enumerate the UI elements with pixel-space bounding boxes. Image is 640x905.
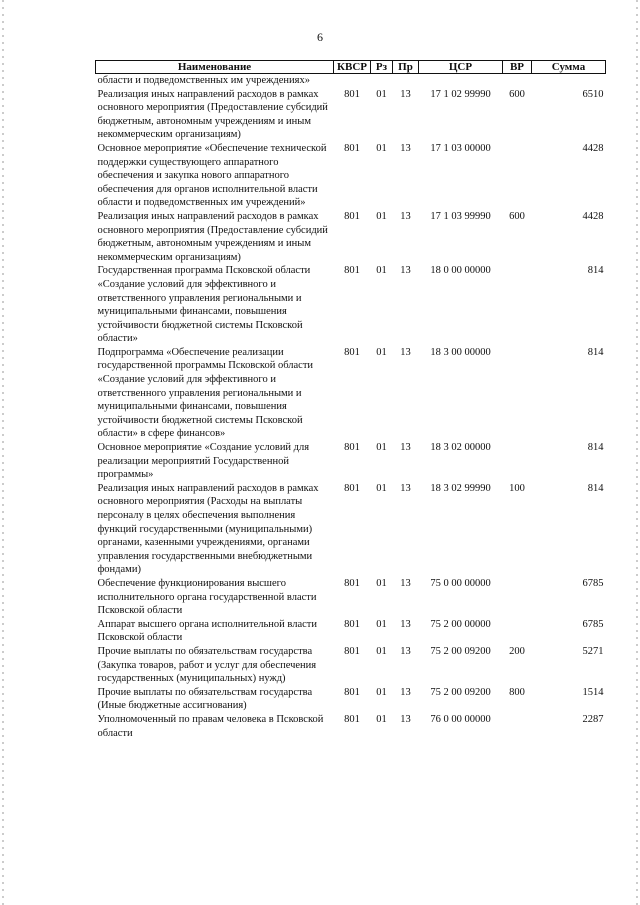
- cell-csr: 75 2 00 00000: [430, 618, 491, 630]
- cell-sum: 814: [587, 346, 604, 358]
- page-number: 6: [317, 30, 323, 44]
- cell-sum: 6785: [582, 577, 604, 589]
- cell-csr: 18 3 02 99990: [430, 482, 491, 494]
- cell-vr: [503, 441, 532, 482]
- cell-rz: 01: [376, 442, 387, 454]
- table-row: [96, 346, 606, 441]
- table-header-row: [96, 61, 606, 74]
- cell-rz: 01: [376, 142, 387, 154]
- cell-csr: 75 2 00 09200: [430, 686, 491, 698]
- cell-rz: 01: [376, 265, 387, 277]
- cell-pr: 13: [400, 482, 411, 494]
- cell-csr: 18 3 00 00000: [430, 346, 491, 358]
- cell-vr: 600: [509, 210, 525, 222]
- cell-sum: 5271: [582, 645, 604, 657]
- cell-kvsr: 801: [344, 442, 360, 454]
- cell-kvsr: 801: [344, 577, 360, 589]
- table-row: [96, 88, 606, 142]
- header-sum: Сумма: [532, 61, 606, 74]
- cell-name: Реализация иных направлений расходов в рамках основного мероприятия (Предоставление субсидий бюджетным, автономным учреждениям и иным некоммерческим организациям): [97, 88, 328, 141]
- cell-sum: 4428: [582, 142, 604, 154]
- cell-pr: 13: [400, 686, 411, 698]
- cell-rz: 01: [376, 577, 387, 589]
- cell-pr: [393, 74, 419, 88]
- left-scan-edge: [2, 0, 4, 905]
- header-vr: ВР: [503, 61, 532, 74]
- cell-vr: 200: [509, 645, 525, 657]
- right-scan-edge: [636, 0, 638, 905]
- cell-pr: 13: [400, 142, 411, 154]
- cell-csr: 18 0 00 00000: [430, 265, 491, 277]
- cell-kvsr: 801: [344, 265, 360, 277]
- header-rz: Рз: [371, 61, 393, 74]
- table-row: [96, 713, 606, 740]
- cell-pr: 13: [400, 618, 411, 630]
- cell-rz: 01: [376, 618, 387, 630]
- cell-name: Основное мероприятие «Обеспечение технической поддержки существующего аппаратного обеспечения и закупка нового аппаратного обеспечения для органов исполнительной власти области и подведомственных им учреждений»: [97, 142, 327, 209]
- cell-csr: 17 1 03 00000: [430, 142, 491, 154]
- cell-vr: [503, 74, 532, 88]
- cell-name: Реализация иных направлений расходов в рамках основного мероприятия (Расходы на выплаты персоналу в целях обеспечения выполнения функций государственными (муниципальными) органами, казенными учреждениями, органами управления государственными внебюджетными фондами): [97, 482, 319, 576]
- cell-rz: 01: [376, 346, 387, 358]
- cell-csr: 17 1 03 99990: [430, 210, 491, 222]
- cell-pr: 13: [400, 645, 411, 657]
- table-row: [96, 74, 606, 88]
- cell-pr: 13: [400, 265, 411, 277]
- cell-rz: 01: [376, 482, 387, 494]
- cell-sum: 814: [587, 265, 604, 277]
- table-row: [96, 482, 606, 577]
- cell-vr: 600: [509, 88, 525, 100]
- cell-name: области и подведомственных им учреждениях»: [97, 75, 310, 86]
- cell-kvsr: 801: [344, 618, 360, 630]
- header-name: Наименование: [96, 61, 334, 74]
- header-pr: Пр: [393, 61, 419, 74]
- cell-vr: 100: [509, 482, 525, 494]
- cell-csr: 18 3 02 00000: [430, 442, 491, 454]
- cell-vr: 800: [509, 686, 525, 698]
- cell-sum: 4428: [582, 210, 604, 222]
- table-row: [96, 618, 606, 645]
- cell-rz: 01: [376, 645, 387, 657]
- cell-kvsr: 801: [344, 645, 360, 657]
- cell-sum: [532, 74, 606, 88]
- cell-csr: 75 0 00 00000: [430, 577, 491, 589]
- table-row: [96, 264, 606, 346]
- cell-sum: 1514: [582, 686, 604, 698]
- cell-csr: 75 2 00 09200: [430, 645, 491, 657]
- cell-sum: 814: [587, 482, 604, 494]
- cell-name: Основное мероприятие «Создание условий для реализации мероприятий Государственной программы»: [97, 442, 310, 481]
- table-row: [96, 577, 606, 618]
- cell-kvsr: 801: [344, 346, 360, 358]
- table-row: [96, 441, 606, 482]
- cell-sum: 814: [587, 442, 604, 454]
- cell-name: Обеспечение функционирования высшего исполнительного органа государственной власти Псковской области: [97, 577, 317, 617]
- table-body: [96, 74, 606, 741]
- cell-name: Прочие выплаты по обязательствам государства (Закупка товаров, работ и услуг для обеспечения государственных (муниципальных) нужд): [97, 645, 317, 685]
- table-row: [96, 686, 606, 713]
- cell-pr: 13: [400, 88, 411, 100]
- header-csr: ЦСР: [419, 61, 503, 74]
- cell-rz: 01: [376, 88, 387, 100]
- cell-kvsr: [334, 74, 371, 88]
- cell-rz: 01: [376, 713, 387, 725]
- cell-kvsr: 801: [344, 482, 360, 494]
- cell-name: Реализация иных направлений расходов в рамках основного мероприятия (Предоставление субсидий бюджетным, автономным учреждениям и иным некоммерческим организациям): [97, 210, 328, 263]
- cell-name: Аппарат высшего органа исполнительной власти Псковской области: [97, 618, 318, 644]
- cell-pr: 13: [400, 577, 411, 589]
- cell-sum: 6785: [582, 618, 604, 630]
- cell-csr: [419, 74, 503, 88]
- cell-kvsr: 801: [344, 686, 360, 698]
- cell-pr: 13: [400, 210, 411, 222]
- cell-sum: 6510: [582, 88, 604, 100]
- cell-vr: [503, 577, 532, 618]
- cell-vr: [503, 713, 532, 740]
- cell-kvsr: 801: [344, 210, 360, 222]
- cell-rz: [371, 74, 393, 88]
- cell-pr: 13: [400, 346, 411, 358]
- cell-csr: 17 1 02 99990: [430, 88, 491, 100]
- table-row: [96, 645, 606, 686]
- table-row: [96, 210, 606, 264]
- header-kvsr: КВСР: [334, 61, 371, 74]
- cell-rz: 01: [376, 210, 387, 222]
- cell-vr: [503, 142, 532, 210]
- cell-kvsr: 801: [344, 142, 360, 154]
- cell-pr: 13: [400, 442, 411, 454]
- cell-vr: [503, 346, 532, 441]
- cell-name: Прочие выплаты по обязательствам государства (Иные бюджетные ассигнования): [97, 686, 313, 712]
- cell-kvsr: 801: [344, 713, 360, 725]
- cell-name: Уполномоченный по правам человека в Псковской области: [97, 713, 324, 739]
- budget-table: [95, 60, 606, 740]
- cell-csr: 76 0 00 00000: [430, 713, 491, 725]
- cell-sum: 2287: [582, 713, 604, 725]
- cell-vr: [503, 264, 532, 346]
- cell-pr: 13: [400, 713, 411, 725]
- cell-name: Подпрограмма «Обеспечение реализации государственной программы Псковской области «Создание условий для эффективного и ответственного управления региональными и муниципальными финансами, повышения устойчивости бюджетной системы Псковской области» в сфере финансов»: [97, 346, 314, 440]
- table-row: [96, 142, 606, 210]
- cell-vr: [503, 618, 532, 645]
- cell-kvsr: 801: [344, 88, 360, 100]
- cell-rz: 01: [376, 686, 387, 698]
- cell-name: Государственная программа Псковской области «Создание условий для эффективного и ответственного управления региональными и муниципальными финансами, повышения устойчивости бюджетной системы Псковской области»: [97, 265, 311, 345]
